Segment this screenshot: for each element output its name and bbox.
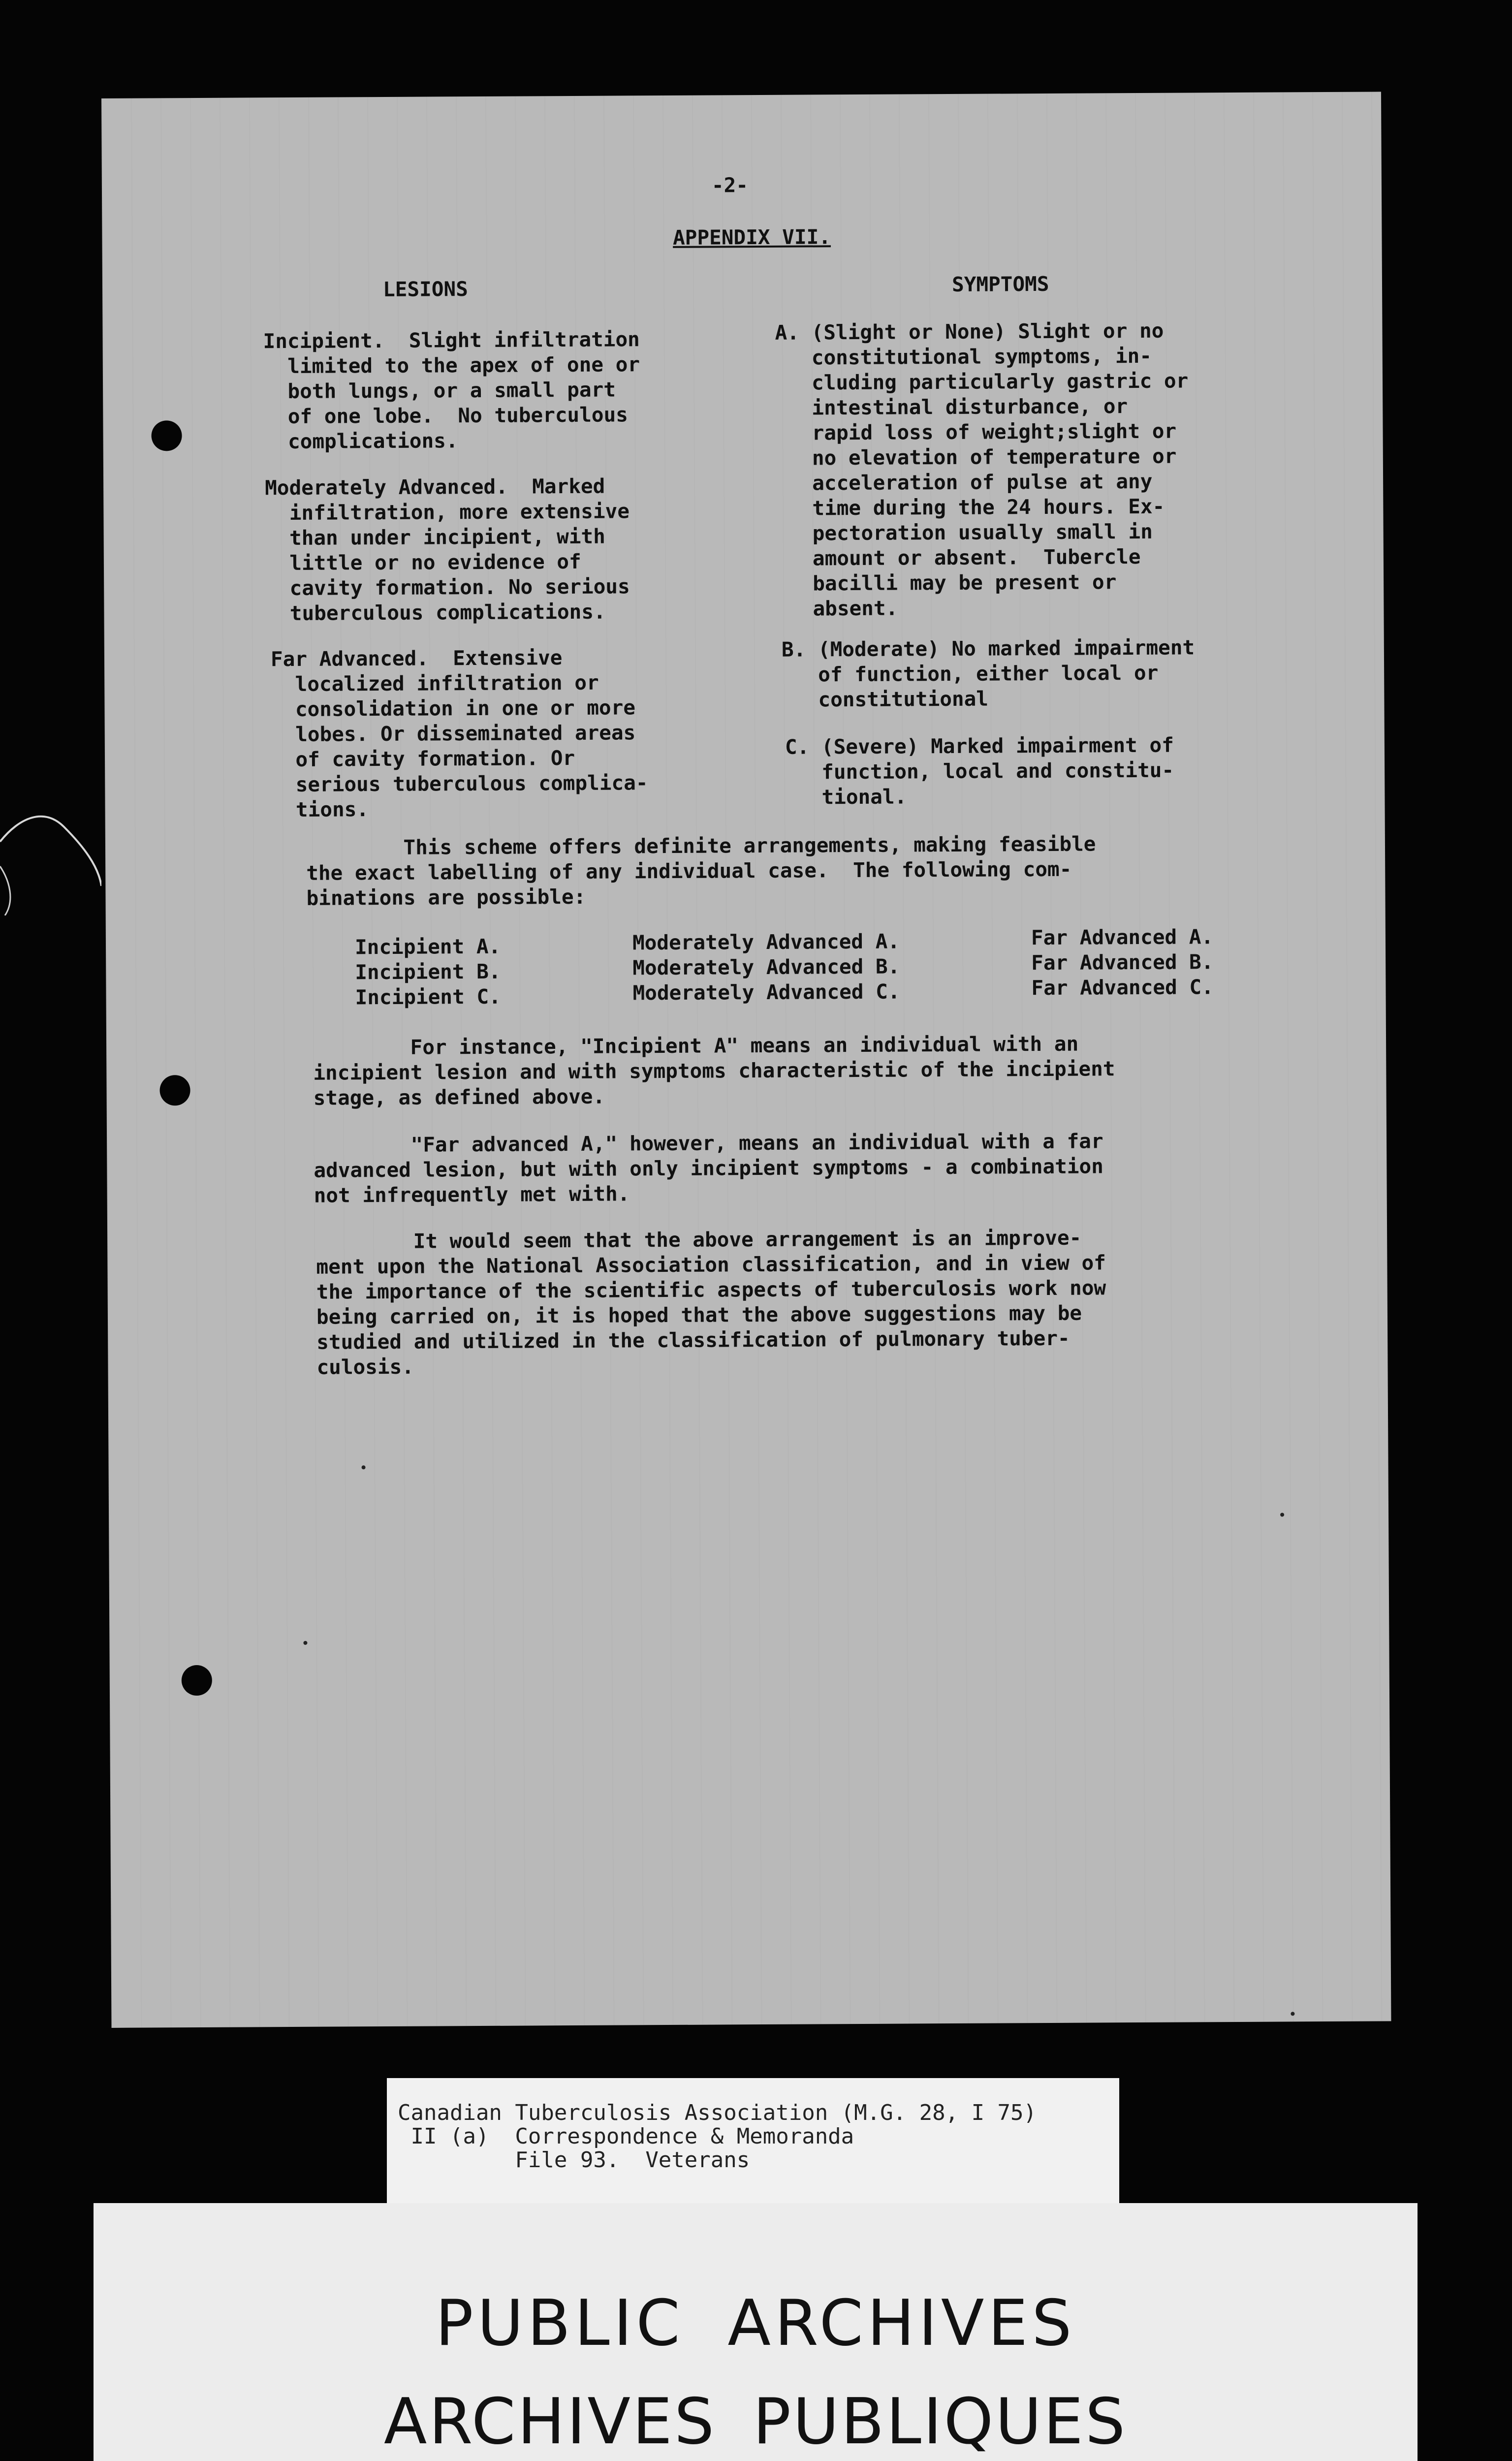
text-line: no elevation of temperature or: [775, 444, 1177, 470]
combinations-col-incipient: [355, 934, 501, 1010]
text-line: rapid loss of weight;slight or: [775, 419, 1177, 445]
lesions-heading: LESIONS: [382, 277, 468, 302]
text-line: amount or absent. Tubercle: [776, 544, 1141, 570]
text-line: little or no evidence of: [265, 549, 581, 575]
text-line: of one lobe. No tuberculous: [263, 403, 629, 429]
text-line: serious tuberculous complica-: [271, 771, 648, 797]
lesion-moderately-advanced: [265, 473, 630, 626]
text-line: This scheme offers definite arrangements, making feasible: [306, 832, 1096, 860]
text-line: lobes. Or disseminated areas: [271, 721, 636, 747]
text-line: Moderately Advanced. Marked: [265, 474, 605, 500]
text-line: advanced lesion, but with only incipient symptoms - a combination: [314, 1154, 1103, 1182]
symptoms-heading: SYMPTOMS: [951, 272, 1049, 296]
text-line: tuberculous complications.: [265, 599, 606, 626]
text-line: culosis.: [316, 1355, 414, 1379]
text-line: constitutional symptoms, in-: [775, 344, 1152, 370]
symptom-c: [785, 733, 1174, 810]
page-number: -2-: [711, 173, 749, 197]
archive-label-line: II (a) Correspondence & Memoranda: [398, 2124, 854, 2149]
ink-speck: [362, 1465, 366, 1469]
lesion-far-advanced: [271, 645, 648, 822]
combinations-col-far-advanced: [1031, 924, 1214, 1001]
archive-reference-label: [387, 2078, 1119, 2207]
text-line: cluding particularly gastric or: [775, 369, 1189, 395]
punch-hole: [182, 1665, 212, 1696]
archive-label-line: Canadian Tuberculosis Association (M.G. 28, I 75): [398, 2100, 1037, 2125]
text-line: For instance, "Incipient A" means an individual with an: [313, 1032, 1079, 1060]
text-line: of cavity formation. Or: [271, 746, 575, 772]
scheme-paragraph: [306, 831, 1096, 911]
public-archives-stamp: [94, 2203, 1418, 2461]
stamp-line-french: ARCHIVES PUBLIQUES: [383, 2385, 1128, 2459]
combination-item: Incipient B.: [355, 959, 501, 984]
text-line: intestinal disturbance, or: [775, 394, 1128, 420]
punch-hole: [159, 1075, 190, 1105]
ink-speck: [1291, 2012, 1294, 2016]
text-line: binations are possible:: [306, 884, 586, 910]
stamp-line-english: PUBLIC ARCHIVES: [435, 2287, 1076, 2360]
instance-paragraph: [313, 1031, 1115, 1111]
text-line: limited to the apex of one or: [263, 352, 640, 379]
combinations-col-moderately-advanced: [632, 929, 900, 1006]
text-line: It would seem that the above arrangement is an improve-: [316, 1226, 1082, 1254]
text-line: consolidation in one or more: [271, 695, 636, 722]
far-advanced-paragraph: [314, 1129, 1103, 1208]
ink-speck: [303, 1641, 307, 1645]
text-line: absent.: [776, 596, 898, 621]
typed-document-page: [101, 92, 1391, 2028]
ink-speck: [1280, 1513, 1284, 1516]
text-line: function, local and constitu-: [785, 758, 1174, 784]
appendix-title: APPENDIX VII.: [672, 225, 831, 250]
combination-item: Incipient A.: [354, 934, 501, 959]
text-line: the importance of the scientific aspects of tuberculosis work now: [316, 1276, 1106, 1304]
text-line: stage, as defined above.: [313, 1084, 605, 1110]
combination-item: Incipient C.: [355, 984, 501, 1010]
text-line: constitutional: [782, 687, 989, 712]
page-curl-edge: [0, 807, 101, 915]
combination-item: Far Advanced B.: [1031, 950, 1214, 975]
combination-item: Far Advanced C.: [1031, 975, 1214, 1000]
text-line: acceleration of pulse at any: [775, 469, 1153, 495]
text-line: "Far advanced A," however, means an individual with a far: [314, 1129, 1103, 1157]
text-line: ment upon the National Association classification, and in view of: [316, 1251, 1106, 1279]
text-line: pectoration usually small in: [776, 519, 1153, 545]
text-line: of function, either local or: [782, 661, 1159, 687]
archive-label-line: File 93. Veterans: [398, 2147, 750, 2173]
text-line: Incipient. Slight infiltration: [263, 327, 640, 353]
text-line: bacilli may be present or: [776, 570, 1117, 596]
combination-item: Moderately Advanced C.: [632, 979, 900, 1005]
symptom-b: [782, 635, 1195, 712]
text-line: time during the 24 hours. Ex-: [776, 494, 1165, 520]
symptom-a: [775, 318, 1189, 621]
lesion-incipient: [263, 327, 640, 454]
text-line: being carried on, it is hoped that the above suggestions may be: [316, 1301, 1082, 1329]
text-line: tions.: [271, 797, 369, 822]
text-line: not infrequently met with.: [314, 1182, 630, 1207]
text-line: B. (Moderate) No marked impairment: [781, 635, 1195, 662]
combination-item: Moderately Advanced B.: [632, 954, 900, 980]
text-line: cavity formation. No serious: [265, 574, 630, 600]
text-line: both lungs, or a small part: [263, 378, 616, 404]
text-line: than under incipient, with: [265, 524, 605, 550]
combination-item: Moderately Advanced A.: [632, 929, 900, 955]
text-line: infiltration, more extensive: [265, 499, 630, 525]
text-line: incipient lesion and with symptoms characteristic of the incipient: [313, 1057, 1115, 1085]
combination-item: Far Advanced A.: [1031, 925, 1214, 950]
text-line: the exact labelling of any individual case. The following com-: [306, 857, 1072, 885]
text-line: A. (Slight or None) Slight or no: [775, 318, 1164, 345]
text-line: tional.: [785, 785, 907, 809]
text-line: studied and utilized in the classification of pulmonary tuber-: [316, 1326, 1070, 1354]
text-line: C. (Severe) Marked impairment of: [785, 733, 1174, 759]
punch-hole: [151, 420, 182, 451]
text-line: complications.: [263, 429, 458, 454]
closing-paragraph: [316, 1225, 1106, 1380]
text-line: localized infiltration or: [271, 670, 599, 696]
text-line: Far Advanced. Extensive: [270, 646, 563, 671]
